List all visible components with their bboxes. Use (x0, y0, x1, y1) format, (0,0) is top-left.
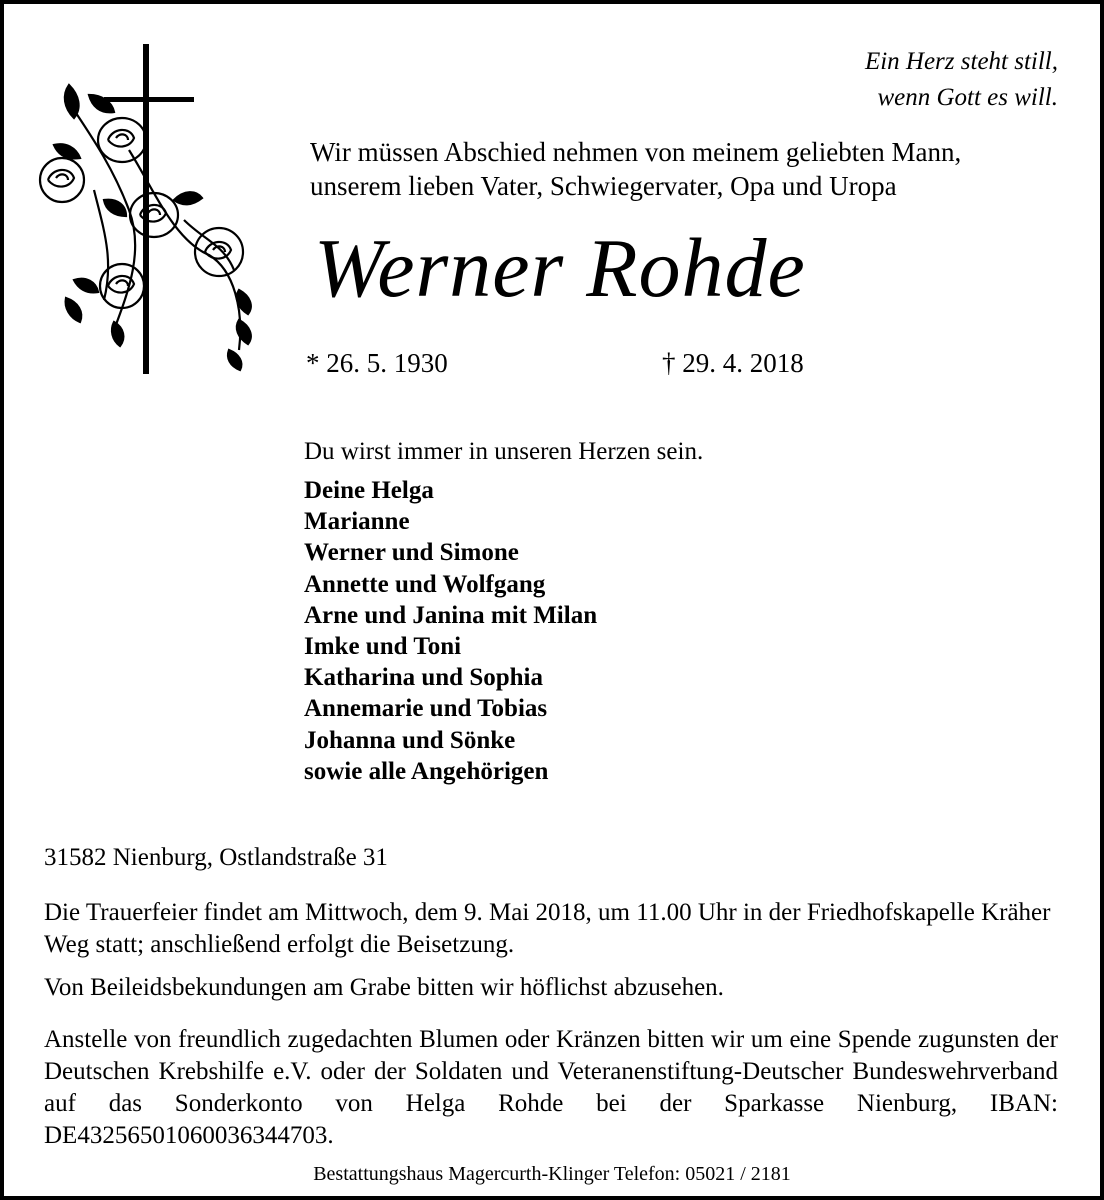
motto-line-1: Ein Herz steht still, (864, 48, 1058, 75)
death-date: † 29. 4. 2018 (662, 348, 804, 378)
donation-request: Anstelle von freundlich zugedachten Blumen oder Kränzen bitten wir um eine Spende zugunsten der Deutschen Krebshilfe e.V. oder der Soldaten und Veteranenstiftung-Deutscher Bundeswehrverband auf das Sonderkonto von Helga Rohde bei der Sparkasse Nienburg, IBAN: DE43256501060036344703. (44, 1026, 1058, 1149)
address: 31582 Nienburg, Ostlandstraße 31 (44, 844, 388, 871)
mourner-item: Deine Helga (304, 477, 434, 504)
mourner-item: Imke und Toni (304, 633, 462, 661)
mourner-item: Marianne (304, 508, 410, 536)
mourner-item: Katharina und Sophia (304, 664, 543, 692)
funeral-home-footer: Bestattungshaus Magercurth-Klinger Telefon: 05021 / 2181 (313, 1163, 791, 1185)
cross-with-roses-decoration (34, 40, 284, 380)
mourner-item: Annemarie und Tobias (304, 695, 548, 723)
birth-date: * 26. 5. 1930 (306, 348, 448, 378)
ceremony-info: Die Trauerfeier findet am Mittwoch, dem 9. Mai 2018, um 11.00 Uhr in der Friedhofskapelle Kräher Weg statt; anschließend erfolgt die Beisetzung. (44, 899, 1051, 958)
mourner-item: Annette und Wolfgang (304, 570, 546, 598)
intro-line-1: Wir müssen Abschied nehmen von meinem geliebten Mann, (310, 137, 962, 167)
deceased-name: Werner Rohde (314, 222, 806, 315)
intro-text (310, 135, 961, 203)
mourners-list (304, 475, 597, 787)
farewell-quote: Du wirst immer in unseren Herzen sein. (304, 438, 704, 465)
mourner-item: Johanna und Sönke (304, 726, 516, 754)
mourner-item: Werner und Simone (304, 539, 519, 567)
motto (865, 44, 1058, 116)
condolence-note: Von Beileidsbekundungen am Grabe bitten wir höflichst abzusehen. (44, 974, 724, 1001)
mourner-item: sowie alle Angehörigen (304, 757, 549, 785)
motto-line-2: wenn Gott es will. (877, 84, 1058, 111)
intro-line-2: unserem lieben Vater, Schwiegervater, Opa und Uropa (310, 171, 897, 201)
mourner-item: Arne und Janina mit Milan (304, 601, 598, 629)
